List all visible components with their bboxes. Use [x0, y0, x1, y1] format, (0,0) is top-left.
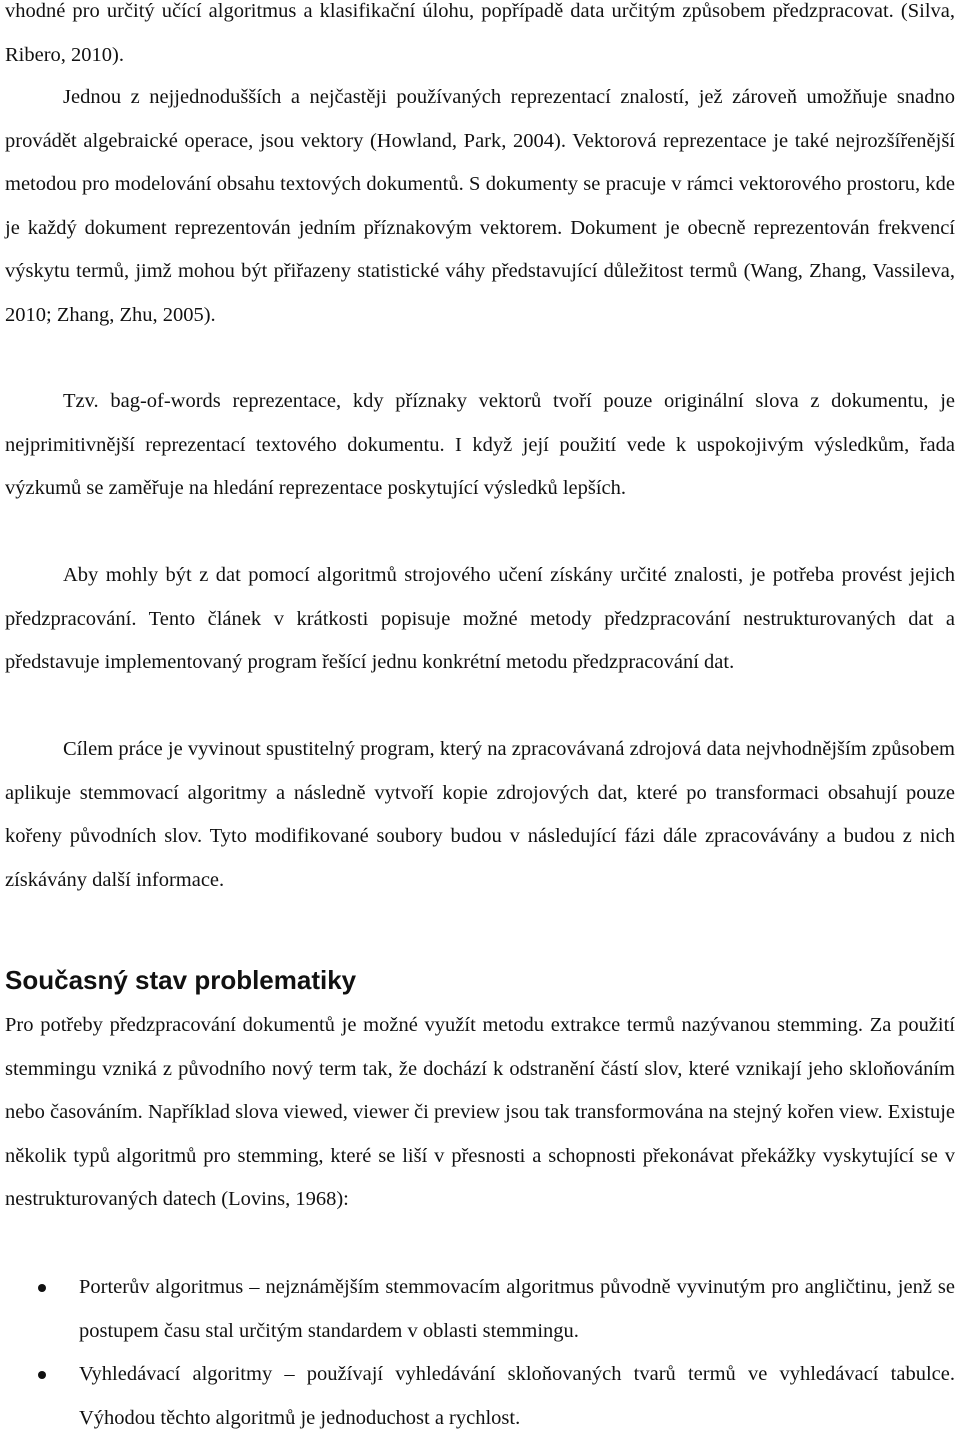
list-item	[0, 1266, 955, 1353]
list-item-text: Vyhledávací algoritmy – používají vyhledávání skloňovaných tvarů termů ve vyhledávací tabulce. Výhodou těchto algoritmů je jednoduchost a rychlost.	[79, 1363, 955, 1429]
paragraph-intro-continuation: vhodné pro určitý učící algoritmus a klasifikační úlohu, popřípadě data určitým způsobem předzpracovat. (Silva, Ribero, 2010).	[5, 0, 955, 66]
paragraph-vector-representation: Jednou z nejjednodušších a nejčastěji používaných reprezentací znalostí, jež zároveň umožňuje snadno provádět algebraické operace, jsou vektory (Howland, Park, 2004). Vektorová reprezentace je také nejrozšířenější metodou pro modelování obsahu textových dokumentů. S dokumenty se pracuje v rámci vektorového prostoru, kde je každý dokument reprezentován jedním příznakovým vektorem. Dokument je obecně reprezentován frekvencí výskytu termů, jimž mohou být přiřazeny statistické váhy představující důležitost termů (Wang, Zhang, Vassileva, 2010; Zhang, Zhu, 2005).	[5, 86, 955, 326]
list-item	[0, 1353, 955, 1436]
paragraph-bag-of-words: Tzv. bag-of-words reprezentace, kdy příznaky vektorů tvoří pouze originální slova z dokumentu, je nejprimitivnější reprezentací textového dokumentu. I když její použití vede k uspokojivým výsledkům, řada výzkumů se zaměřuje na hledání reprezentace poskytující výsledků lepších.	[5, 390, 955, 499]
section-heading: Současný stav problematiky	[5, 965, 357, 995]
paragraph-preprocessing: Aby mohly být z dat pomocí algoritmů strojového učení získány určité znalosti, je potřeba provést jejich předzpracování. Tento článek v krátkosti popisuje možné metody předzpracování nestrukturovaných dat a představuje implementovaný program řešící jednu konkrétní metodu předzpracování dat.	[5, 564, 955, 673]
bullet-icon	[38, 1284, 46, 1292]
list-item-text: Porterův algoritmus – nejznámějším stemmovacím algoritmus původně vyvinutým pro angličtinu, jenž se postupem času stal určitým standardem v oblasti stemmingu.	[79, 1276, 955, 1342]
paragraph-goal: Cílem práce je vyvinout spustitelný program, který na zpracovávaná zdrojová data nejvhodnějším způsobem aplikuje stemmovací algoritmy a následně vytvoří kopie zdrojových dat, které po transformaci obsahují pouze kořeny původních slov. Tyto modifikované soubory budou v následující fázi dále zpracovávány a budou z nich získávány další informace.	[5, 738, 955, 891]
paragraph-stemming: Pro potřeby předzpracování dokumentů je možné využít metodu extrakce termů nazývanou stemming. Za použití stemmingu vzniká z původního nový term tak, že dochází k odstranění částí slov, které vznikají jeho skloňováním nebo časováním. Například slova viewed, viewer či preview jsou tak transformována na stejný kořen view. Existuje několik typů algoritmů pro stemming, které se liší v přesnosti a schopnosti překonávat překážky vyskytující se v nestrukturovaných datech (Lovins, 1968):	[5, 1014, 955, 1210]
algorithm-list	[0, 1266, 955, 1436]
bullet-icon	[38, 1371, 46, 1379]
